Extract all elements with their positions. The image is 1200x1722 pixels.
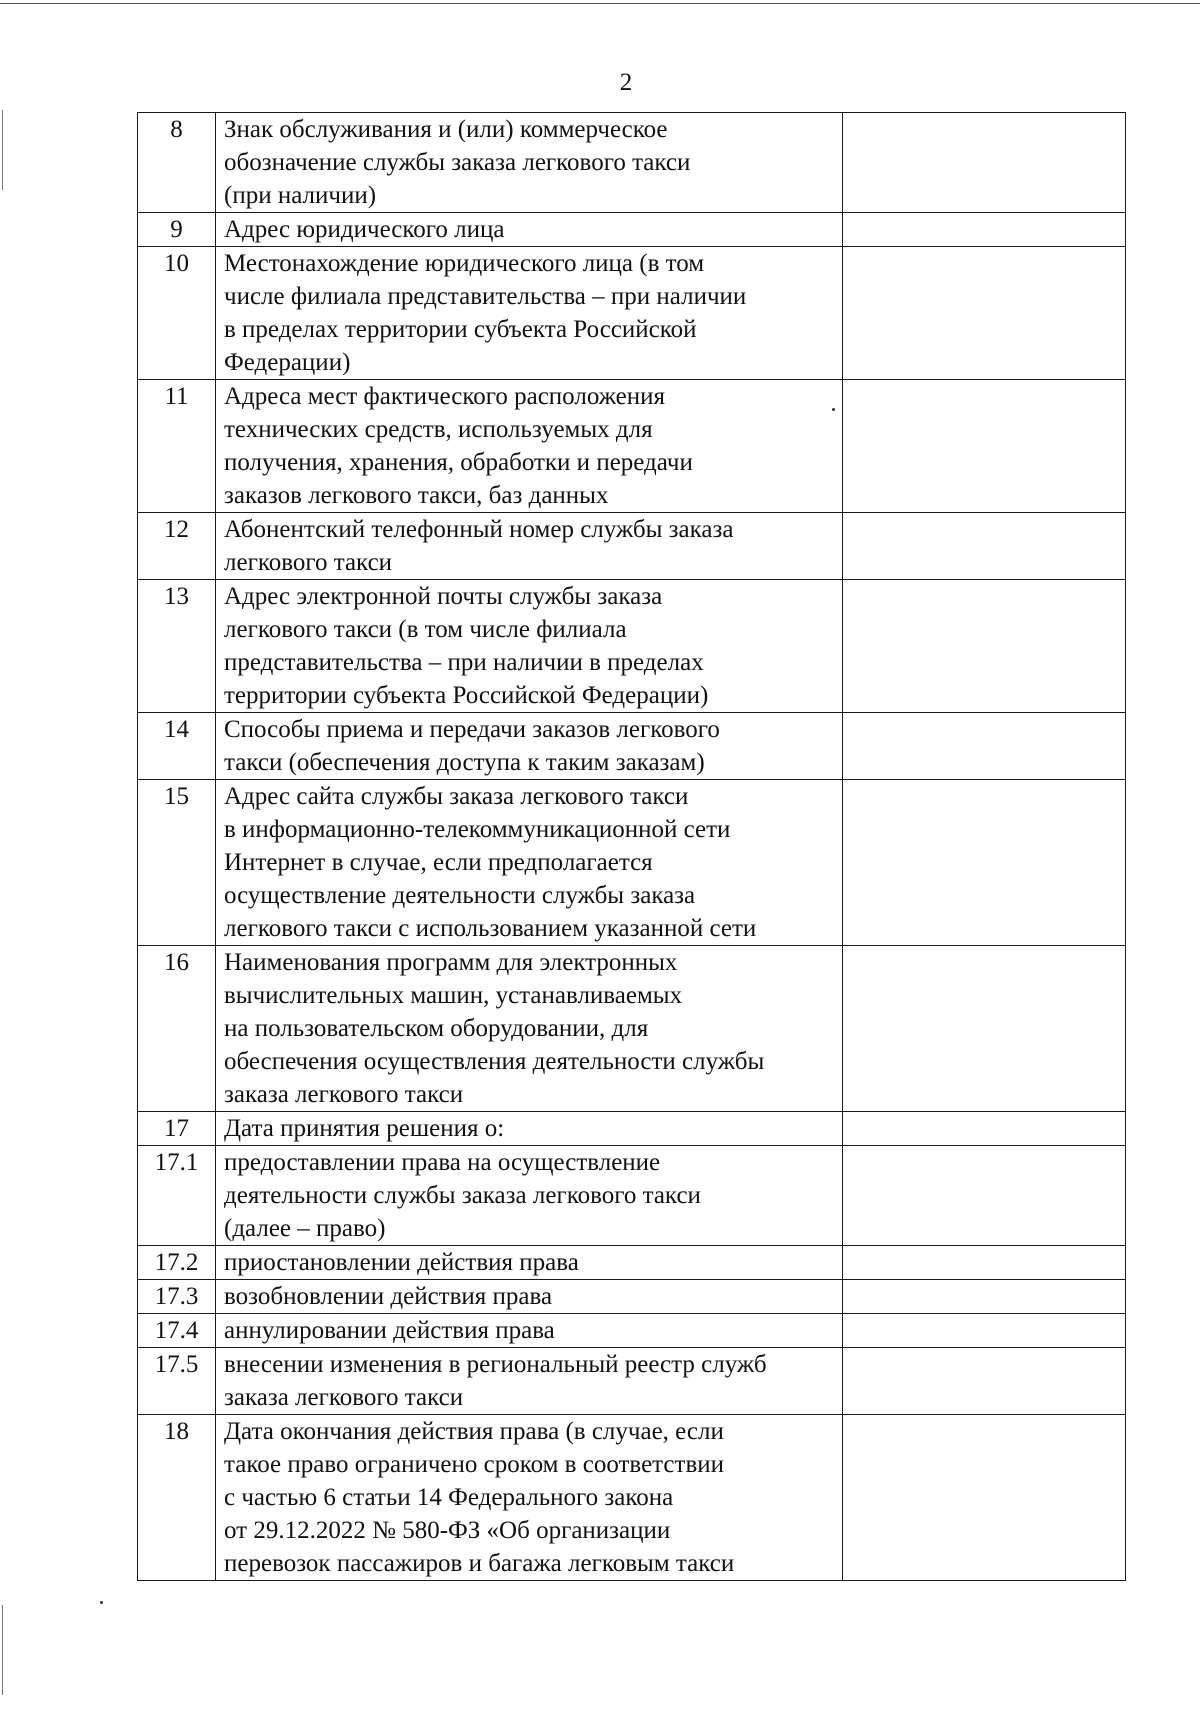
scan-left-edge-mark-lower	[2, 1605, 3, 1695]
table-row	[138, 247, 1126, 380]
row-field-name: Наименования программ для электронных вычислительных машин, устанавливаемых на пользовательском оборудовании, для обеспечения осуществления деятельности службы заказа легкового такси	[216, 946, 843, 1112]
table-row	[138, 1280, 1126, 1314]
row-value-cell	[843, 247, 1126, 380]
row-field-name: Адреса мест фактического расположения технических средств, используемых для получения, хранения, обработки и передачи заказов легкового такси, баз данных	[216, 380, 843, 513]
row-field-name: Абонентский телефонный номер службы заказа легкового такси	[216, 513, 843, 580]
row-number: 17.1	[138, 1146, 216, 1246]
registry-fields-table	[137, 112, 1126, 1581]
table-row	[138, 946, 1126, 1112]
row-field-name: Дата принятия решения о:	[216, 1112, 843, 1146]
row-value-cell	[843, 513, 1126, 580]
row-number: 17.2	[138, 1246, 216, 1280]
row-number: 13	[138, 580, 216, 713]
row-value-cell	[843, 113, 1126, 213]
row-number: 14	[138, 713, 216, 780]
table-row	[138, 580, 1126, 713]
row-number: 8	[138, 113, 216, 213]
row-value-cell	[843, 1246, 1126, 1280]
row-field-name: Местонахождение юридического лица (в том числе филиала представительства – при наличии в пределах территории субъекта Российской Федерации)	[216, 247, 843, 380]
scan-speck	[832, 408, 835, 411]
page-number: 2	[619, 69, 633, 96]
table-row	[138, 1415, 1126, 1581]
row-number: 12	[138, 513, 216, 580]
row-value-cell	[843, 380, 1126, 513]
row-field-name: возобновлении действия права	[216, 1280, 843, 1314]
row-value-cell	[843, 580, 1126, 713]
row-number: 18	[138, 1415, 216, 1581]
row-value-cell	[843, 1314, 1126, 1348]
row-field-name: Способы приема и передачи заказов легкового такси (обеспечения доступа к таким заказам)	[216, 713, 843, 780]
row-number: 9	[138, 213, 216, 247]
row-value-cell	[843, 1112, 1126, 1146]
row-value-cell	[843, 213, 1126, 247]
row-field-name: Адрес сайта службы заказа легкового такси в информационно-телекоммуникационной сети Интернет в случае, если предполагается осуществление деятельности службы заказа легкового такси с использованием указанной сети	[216, 780, 843, 946]
row-field-name: Знак обслуживания и (или) коммерческое обозначение службы заказа легкового такси (при наличии)	[216, 113, 843, 213]
row-number: 17.5	[138, 1348, 216, 1415]
table-row	[138, 1146, 1126, 1246]
row-value-cell	[843, 780, 1126, 946]
table-row	[138, 1348, 1126, 1415]
scan-left-edge-mark	[2, 110, 3, 190]
table-row	[138, 1112, 1126, 1146]
row-number: 11	[138, 380, 216, 513]
table-row	[138, 713, 1126, 780]
row-value-cell	[843, 1146, 1126, 1246]
row-field-name: Адрес юридического лица	[216, 213, 843, 247]
row-value-cell	[843, 946, 1126, 1112]
scan-speck	[100, 1601, 103, 1604]
row-field-name: Дата окончания действия права (в случае, если такое право ограничено сроком в соответствии с частью 6 статьи 14 Федерального закона от 29.12.2022 № 580-ФЗ «Об организации перевозок пассажиров и багажа легковым такси	[216, 1415, 843, 1581]
table-row	[138, 780, 1126, 946]
row-field-name: приостановлении действия права	[216, 1246, 843, 1280]
table-row	[138, 1246, 1126, 1280]
row-value-cell	[843, 1280, 1126, 1314]
table-row	[138, 513, 1126, 580]
table-row	[138, 1314, 1126, 1348]
row-field-name: внесении изменения в региональный реестр служб заказа легкового такси	[216, 1348, 843, 1415]
row-number: 17.4	[138, 1314, 216, 1348]
row-value-cell	[843, 1415, 1126, 1581]
row-field-name: аннулировании действия права	[216, 1314, 843, 1348]
row-value-cell	[843, 1348, 1126, 1415]
row-number: 15	[138, 780, 216, 946]
table-row	[138, 380, 1126, 513]
table-row	[138, 113, 1126, 213]
row-field-name: Адрес электронной почты службы заказа легкового такси (в том числе филиала представительства – при наличии в пределах территории субъекта Российской Федерации)	[216, 580, 843, 713]
row-number: 16	[138, 946, 216, 1112]
scan-top-edge-line	[0, 3, 1200, 4]
row-value-cell	[843, 713, 1126, 780]
table-row	[138, 213, 1126, 247]
row-number: 17.3	[138, 1280, 216, 1314]
row-field-name: предоставлении права на осуществление деятельности службы заказа легкового такси (далее – право)	[216, 1146, 843, 1246]
row-number: 10	[138, 247, 216, 380]
row-number: 17	[138, 1112, 216, 1146]
